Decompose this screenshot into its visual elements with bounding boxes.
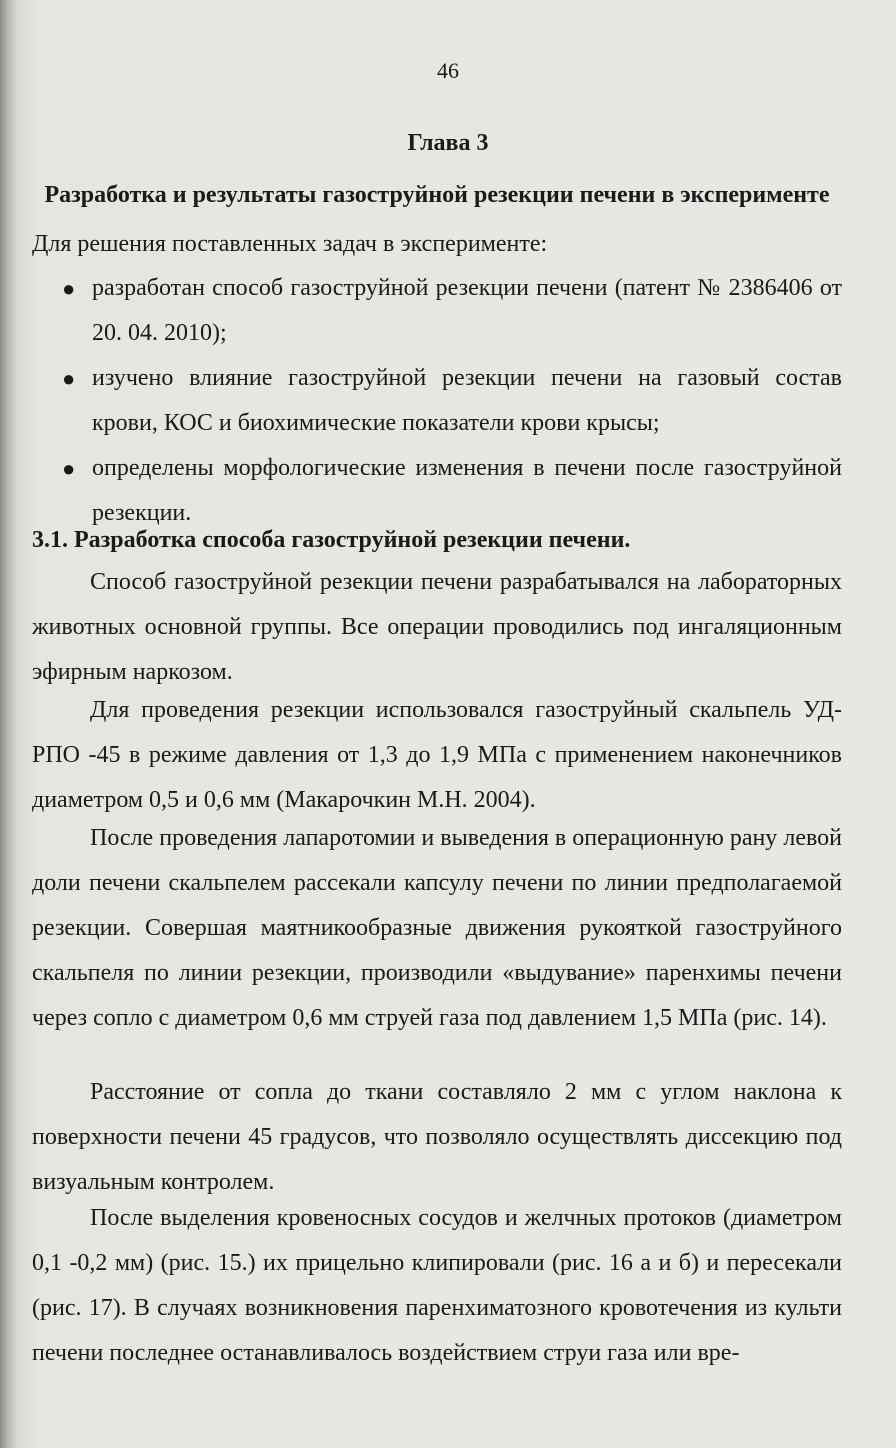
page-number: 46: [437, 58, 459, 83]
task-text: разработан способ газоструйной резекции печени (патент № 2386406 от 20. 04. 2010);: [92, 275, 842, 346]
task-item: [32, 356, 842, 446]
paragraph: Для проведения резекции использовался газоструйный скальпель УД-РПО -45 в режиме давления от 1,3 до 1,9 МПа с применением наконечников диаметром 0,5 и 0,6 мм (Макарочкин М.Н. 2004).: [32, 697, 842, 813]
task-list: [32, 266, 842, 536]
section-heading: 3.1. Разработка способа газоструйной резекции печени.: [32, 527, 631, 553]
bullet-icon: ●: [62, 366, 76, 391]
chapter-label: Глава 3: [407, 130, 489, 156]
bleed-through-text: [30, 108, 860, 130]
paragraph: Способ газоструйной резекции печени разрабатывался на лабораторных животных основной группы. Все операции проводились под ингаляционным эфирным наркозом.: [32, 569, 842, 685]
task-text: определены морфологические изменения в печени после газоструйной резекции.: [92, 455, 842, 526]
task-item: [32, 266, 842, 356]
intro-text: Для решения поставленных задач в эксперименте:: [32, 231, 548, 257]
bullet-icon: ●: [62, 456, 76, 481]
bullet-icon: ●: [62, 276, 76, 301]
task-text: изучено влияние газоструйной резекции печени на газовый состав крови, КОС и биохимические показатели крови крысы;: [92, 365, 842, 436]
paragraph: После выделения кровеносных сосудов и желчных протоков (диаметром 0,1 -0,2 мм) (рис. 15.) их прицельно клипировали (рис. 16 а и б) и пересекали (рис. 17). В случаях возникновения паренхиматозного кровотечения из культи печени последнее останавливалось воздействием струи газа или вре-: [32, 1205, 842, 1366]
paragraph: После проведения лапаротомии и выведения в операционную рану левой доли печени скальпелем рассекали капсулу печени по линии предполагаемой резекции. Совершая маятникообразные движения рукояткой газоструйного скальпеля по линии резекции, производили «выдувание» паренхимы печени через сопло с диаметром 0,6 мм струей газа под давлением 1,5 МПа (рис. 14).: [32, 825, 842, 1031]
paragraph: Расстояние от сопла до ткани составляло 2 мм с углом наклона к поверхности печени 45 градусов, что позволяло осуществлять диссекцию под визуальным контролем.: [32, 1079, 842, 1195]
chapter-title: Разработка и результаты газоструйной резекции печени в эксперименте: [44, 182, 830, 208]
